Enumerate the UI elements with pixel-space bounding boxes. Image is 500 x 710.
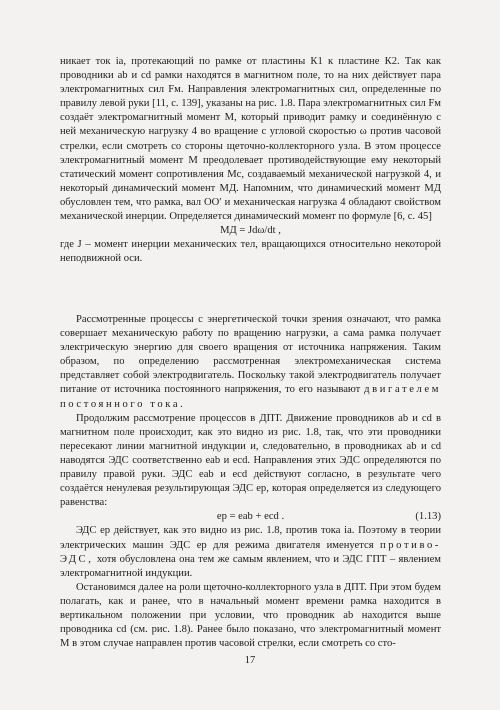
term-dpt: двигателем постоянного тока.: [60, 384, 441, 410]
paragraph-5: [60, 524, 441, 580]
paragraph-2: где J – момент инерции механических тел, вращающихся относительно некоторой неподвижной оси.: [60, 239, 441, 265]
paragraph-1: никает ток iа, протекающий по рамке от пластины К1 к пластине К2. Так как проводники ab и cd рамки находятся в магнитном поле, то на них действует пара электромагнитных сил Fм. Направления электромагнитных сил, определенные по правилу левой руки [11, с. 139], указаны на рис. 1.8. Пара электромагнитных сил Fм создаёт электромагнитный момент М, который приводит рамку и соединённую с ней механическую нагрузку 4 во вращение с угловой скоростью ω против часовой стрелки, если смотреть со стороны щеточно-коллекторного узла. В этом процессе электромагнитный момент М преодолевает противодействующие ему некоторый статический момент сопротивления Мс, создаваемый механической нагрузкой 4, и некоторый динамический момент МД. Напомним, что динамический момент МД обусловлен тем, что рамка, вал ОО′ и механическая нагрузка 4 обладают свойством механической инерции. Определяется динамический момент по формуле [6, с. 45]: [60, 56, 441, 223]
page-number: 17: [244, 655, 256, 666]
paragraph-5-text-b: хотя обусловлена она тем же самым явлением, что и ЭДС ГПТ – явлением электромагнитной индукции.: [60, 553, 442, 579]
term-counter-emf: противо-ЭДС,: [60, 539, 441, 565]
paragraph-4: Продолжим рассмотрение процессов в ДПТ. Движение проводников ab и cd в магнитном поле происходит, как это видно из рис. 1.8, так, что эти проводники пересекают линии магнитной индукции и, следовательно, в проводниках ab и cd наводятся ЭДС соответственно eab и ecd. Направления этих ЭДС определяются по правилу правой руки. ЭДС eab и ecd действуют согласно, в результате чего создаётся ненулевая результирующая ЭДС ep, которая определяется из следующего равенства:: [60, 412, 441, 509]
paragraph-5-text-a: ЭДС ep действует, как это видно из рис. 1.8, против тока iа. Поэтому в теории электрических машин ЭДС ep для режима двигателя именуется: [60, 525, 441, 551]
paragraph-3: [60, 313, 441, 412]
text-block-top: [60, 55, 441, 266]
formula-emf: [60, 510, 441, 524]
paragraph-6: Остановимся далее на роли щеточно-коллекторного узла в ДПТ. При этом будем полагать, как и ранее, что в начальный момент времени рамка находится в вертикальном положении при условии, что проводник ab находится выше проводника cd (см. рис. 1.8). Ранее было показано, что электромагнитный момент М в этом случае направлен против часовой стрелки, если смотреть со сто-: [60, 581, 441, 650]
text-block-bottom: [60, 313, 441, 651]
paragraph-3-text: Рассмотренные процессы с энергетической точки зрения означают, что рамка совершает механическую работу по вращению нагрузки, а сама рамка получает электрическую энергию для своего вращения от источника напряжения. Таким образом, по определению рассмотренная электромеханическая система представляет собой электродвигатель. Поскольку такой электродвигатель получает питание от источника постоянного напряжения, то его называют: [60, 314, 441, 396]
formula-number: (1.13): [415, 511, 441, 523]
formula-dynamic-moment: МД = Jdω/dt ,: [220, 225, 281, 237]
formula-emf-text: ep = eab + ecd .: [216, 511, 285, 523]
